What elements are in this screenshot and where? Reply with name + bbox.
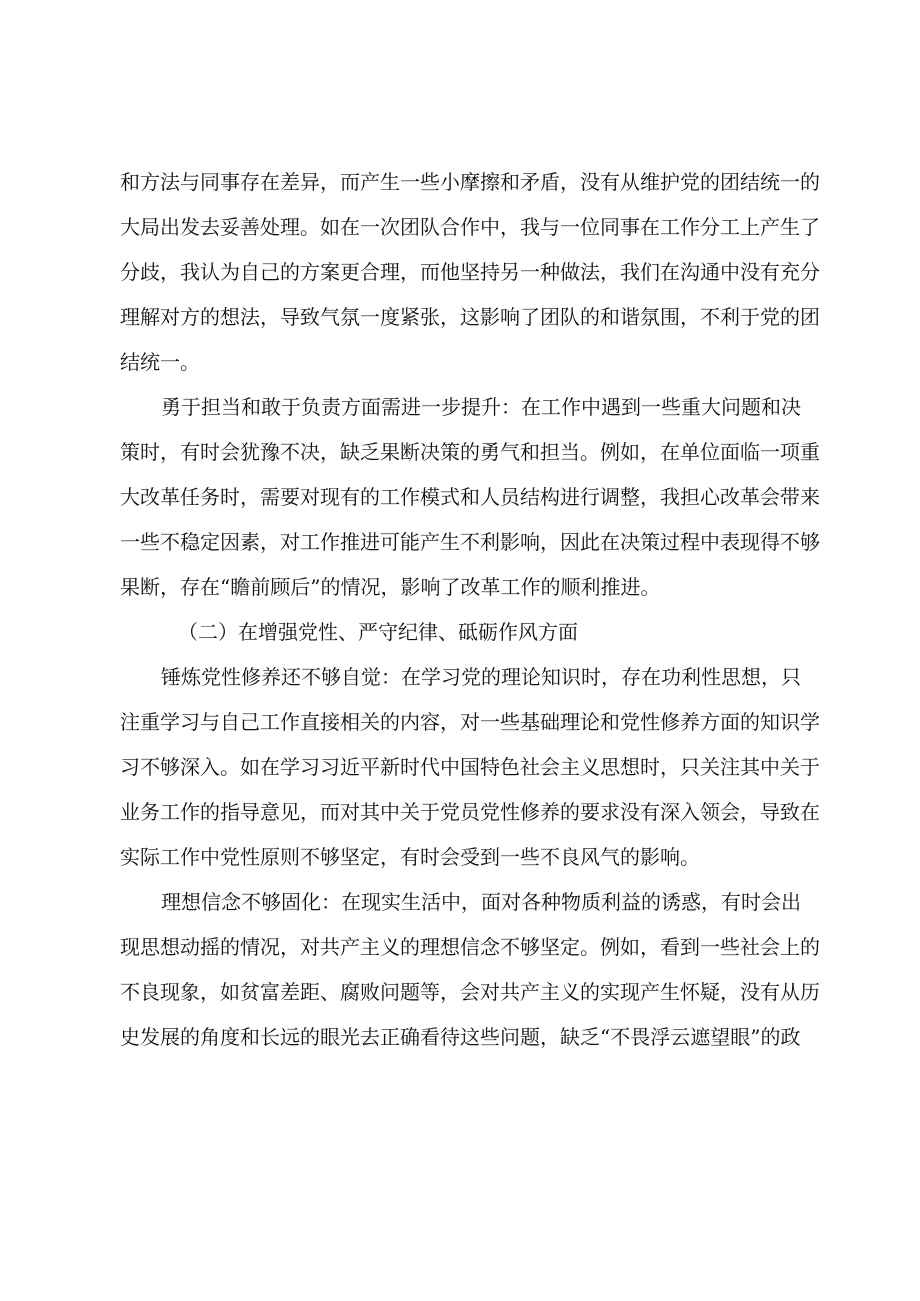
paragraph-4-line-3: 不良现象，如贫富差距、腐败问题等，会对共产主义的实现产生怀疑，没有从历	[120, 980, 820, 1004]
paragraph-1-line-2: 大局出发去妥善处理。如在一次团队合作中，我与一位同事在工作分工上产生了	[120, 215, 820, 239]
paragraph-3-line-2: 注重学习与自己工作直接相关的内容，对一些基础理论和党性修养方面的知识学	[120, 710, 820, 734]
paragraph-3-line-4: 业务工作的指导意见，而对其中关于党员党性修养的要求没有深入领会，导致在	[120, 800, 820, 824]
paragraph-2-line-2: 策时，有时会犹豫不决，缺乏果断决策的勇气和担当。例如，在单位面临一项重	[120, 440, 820, 464]
paragraph-2-line-4: 一些不稳定因素，对工作推进可能产生不利影响，因此在决策过程中表现得不够	[120, 530, 820, 554]
paragraph-4-line-1: 理想信念不够固化：在现实生活中，面对各种物质利益的诱惑，有时会出	[161, 890, 801, 914]
paragraph-1-line-5: 结统一。	[120, 350, 200, 374]
section-heading: （二）在增强党性、严守纪律、砥砺作风方面	[178, 620, 578, 644]
paragraph-2-line-3: 大改革任务时，需要对现有的工作模式和人员结构进行调整，我担心改革会带来	[120, 485, 820, 509]
paragraph-2-line-5: 果断，存在“瞻前顾后”的情况，影响了改革工作的顺利推进。	[120, 575, 661, 599]
paragraph-4-line-4: 史发展的角度和长远的眼光去正确看待这些问题，缺乏“不畏浮云遮望眼”的政	[120, 1025, 801, 1049]
paragraph-1-line-3: 分歧，我认为自己的方案更合理，而他坚持另一种做法，我们在沟通中没有充分	[120, 260, 820, 284]
paragraph-3-line-5: 实际工作中党性原则不够坚定，有时会受到一些不良风气的影响。	[120, 845, 700, 869]
paragraph-3-line-1: 锤炼党性修养还不够自觉：在学习党的理论知识时，存在功利性思想，只	[161, 665, 801, 689]
paragraph-1-line-1: 和方法与同事存在差异，而产生一些小摩擦和矛盾，没有从维护党的团结统一的	[120, 170, 820, 194]
paragraph-2-line-1: 勇于担当和敢于负责方面需进一步提升：在工作中遇到一些重大问题和决	[161, 395, 801, 419]
paragraph-1-line-4: 理解对方的想法，导致气氛一度紧张，这影响了团队的和谐氛围，不利于党的团	[120, 305, 820, 329]
paragraph-3-line-3: 习不够深入。如在学习习近平新时代中国特色社会主义思想时，只关注其中关于	[120, 755, 820, 779]
paragraph-4-line-2: 现思想动摇的情况，对共产主义的理想信念不够坚定。例如，看到一些社会上的	[120, 935, 820, 959]
